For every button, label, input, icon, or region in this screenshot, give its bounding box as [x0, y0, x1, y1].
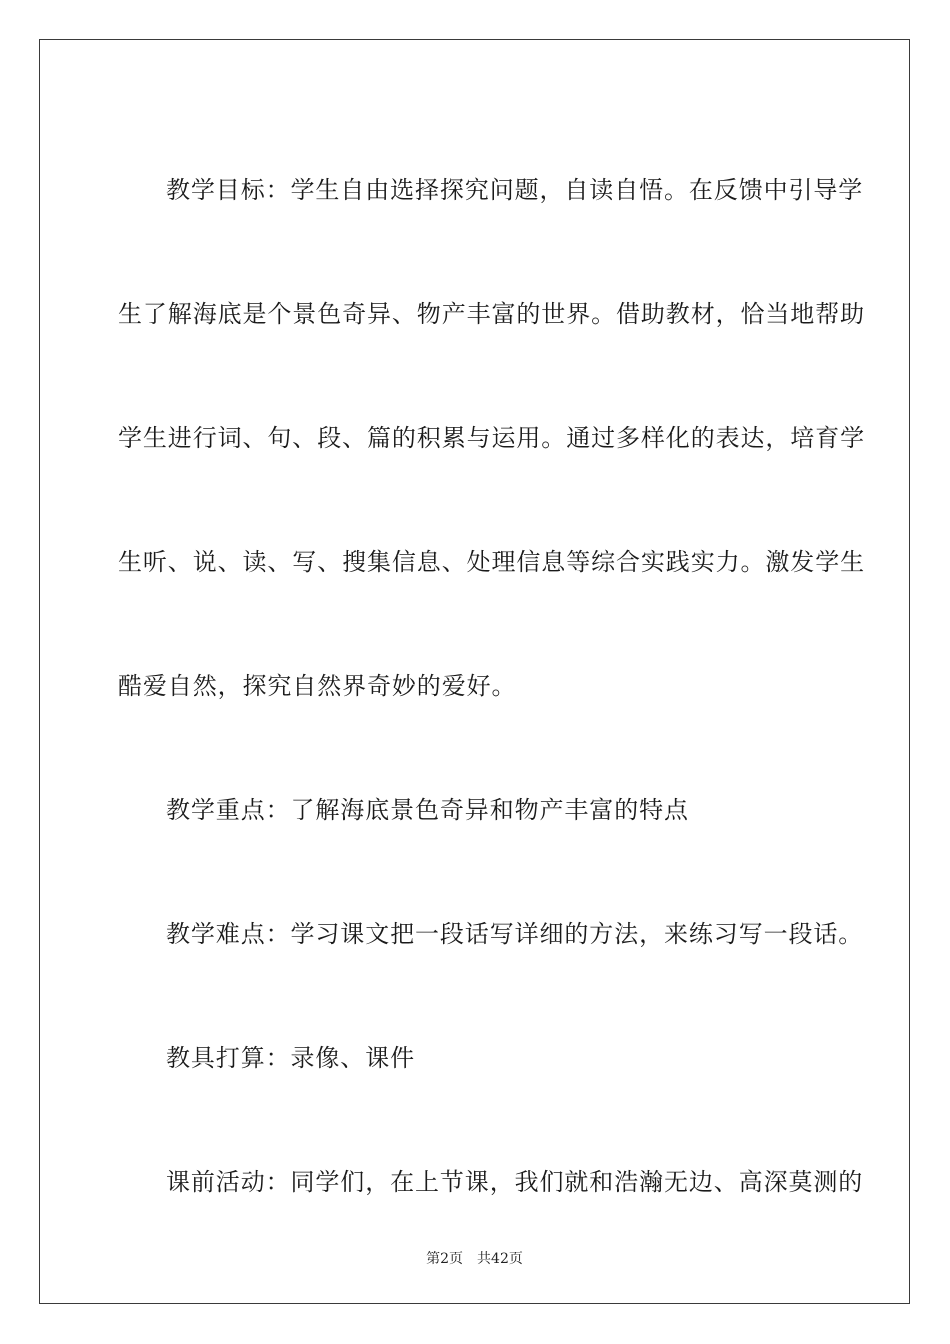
text-line: 学生进行词、句、段、篇的积累与运用。通过多样化的表达，培育学 — [118, 424, 865, 452]
text-line: 酷爱自然，探究自然界奇妙的爱好。 — [118, 672, 517, 700]
text-line: 教具打算：录像、课件 — [166, 1044, 415, 1072]
page-frame — [39, 39, 910, 1304]
page-number: 第2页 — [426, 1251, 464, 1267]
text-line: 教学难点：学习课文把一段话写详细的方法，来练习写一段话。 — [166, 920, 864, 948]
text-line: 生听、说、读、写、搜集信息、处理信息等综合实践实力。激发学生 — [118, 548, 865, 576]
page-footer — [40, 1250, 909, 1268]
text-line: 课前活动：同学们，在上节课，我们就和浩瀚无边、高深莫测的 — [166, 1168, 864, 1196]
page-total: 共42页 — [477, 1251, 523, 1267]
text-line: 教学目标：学生自由选择探究问题，自读自悟。在反馈中引导学 — [166, 176, 864, 204]
text-line: 生了解海底是个景色奇异、物产丰富的世界。借助教材，恰当地帮助 — [118, 300, 865, 328]
text-line: 教学重点：了解海底景色奇异和物产丰富的特点 — [166, 796, 689, 824]
